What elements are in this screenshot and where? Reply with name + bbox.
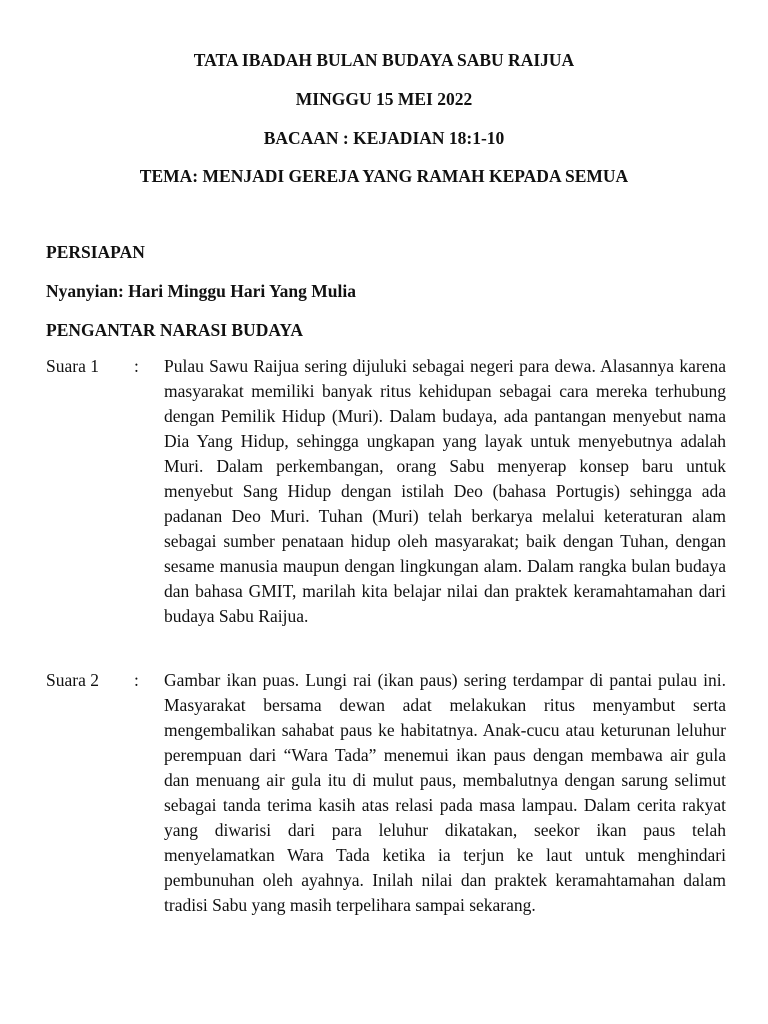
scripture-reading: BACAAN : KEJADIAN 18:1-10 (263, 128, 505, 148)
document-title: TATA IBADAH BULAN BUDAYA SABU RAIJUA (193, 50, 575, 70)
voice-paragraph: Gambar ikan puas. Lungi rai (ikan paus) sering terdampar di pantai pulau ini. Masyarakat bersama dewan adat melakukan ritus menyambut serta mengembalikan sahabat paus ke habitatnya. Anak-cucu atau keturunan leluhur perempuan dari “Wara Tada” menemui ikan paus dengan membawa air gula dan menuang air gula itu di mulut paus, membalutnya dengan sarung selimut sebagai tanda terima kasih atas relasi pada masa lampau. Dalam cerita rakyat yang diwarisi dari para leluhur dikatakan, seekor ikan paus telah menyelamatkan Wara Tada ketika ia terjun ke laut untuk menghindari pembunuhan oleh ayahnya. Inilah nilai dan praktek keramahtamahan dalam tradisi Sabu yang masih terpelihara sampai sekarang. (164, 670, 726, 915)
song-title: Nyanyian: Hari Minggu Hari Yang Mulia (46, 281, 357, 301)
section-heading-narration: PENGANTAR NARASI BUDAYA (46, 320, 304, 340)
speaker-label: Suara 1 (46, 356, 99, 376)
speaker-label: Suara 2 (46, 670, 99, 690)
voice-paragraph: Pulau Sawu Raijua sering dijuluki sebagai negeri para dewa. Alasannya karena masyarakat memiliki banyak ritus kehidupan sebagai cara mereka terhubung dengan Pemilik Hidup (Muri). Dalam budaya, ada pantangan menyebut nama Dia Yang Hidup, sehingga ungkapan yang layak untuk menyebutnya adalah Muri. Dalam perkembangan, orang Sabu menyerap konsep baru untuk menyebut Sang Hidup dengan istilah Deo (bahasa Portugis) sehingga ada padanan Deo Muri. Tuhan (Muri) telah berkarya melalui keteraturan alam sebagai sumber penataan hidup oleh masyarakat; baik dengan Tuhan, dengan sesame manusia maupun dengan lingkungan alam. Dalam rangka bulan budaya dan bahasa GMIT, marilah kita belajar nilai dan praktek keramahtamahan dari budaya Sabu Raijua. (164, 356, 726, 626)
speaker-separator: : (134, 670, 139, 690)
section-heading-persiapan: PERSIAPAN (46, 242, 145, 262)
speaker-separator: : (134, 356, 139, 376)
service-date: MINGGU 15 MEI 2022 (295, 89, 473, 109)
service-theme: TEMA: MENJADI GEREJA YANG RAMAH KEPADA SEMUA (139, 166, 629, 186)
